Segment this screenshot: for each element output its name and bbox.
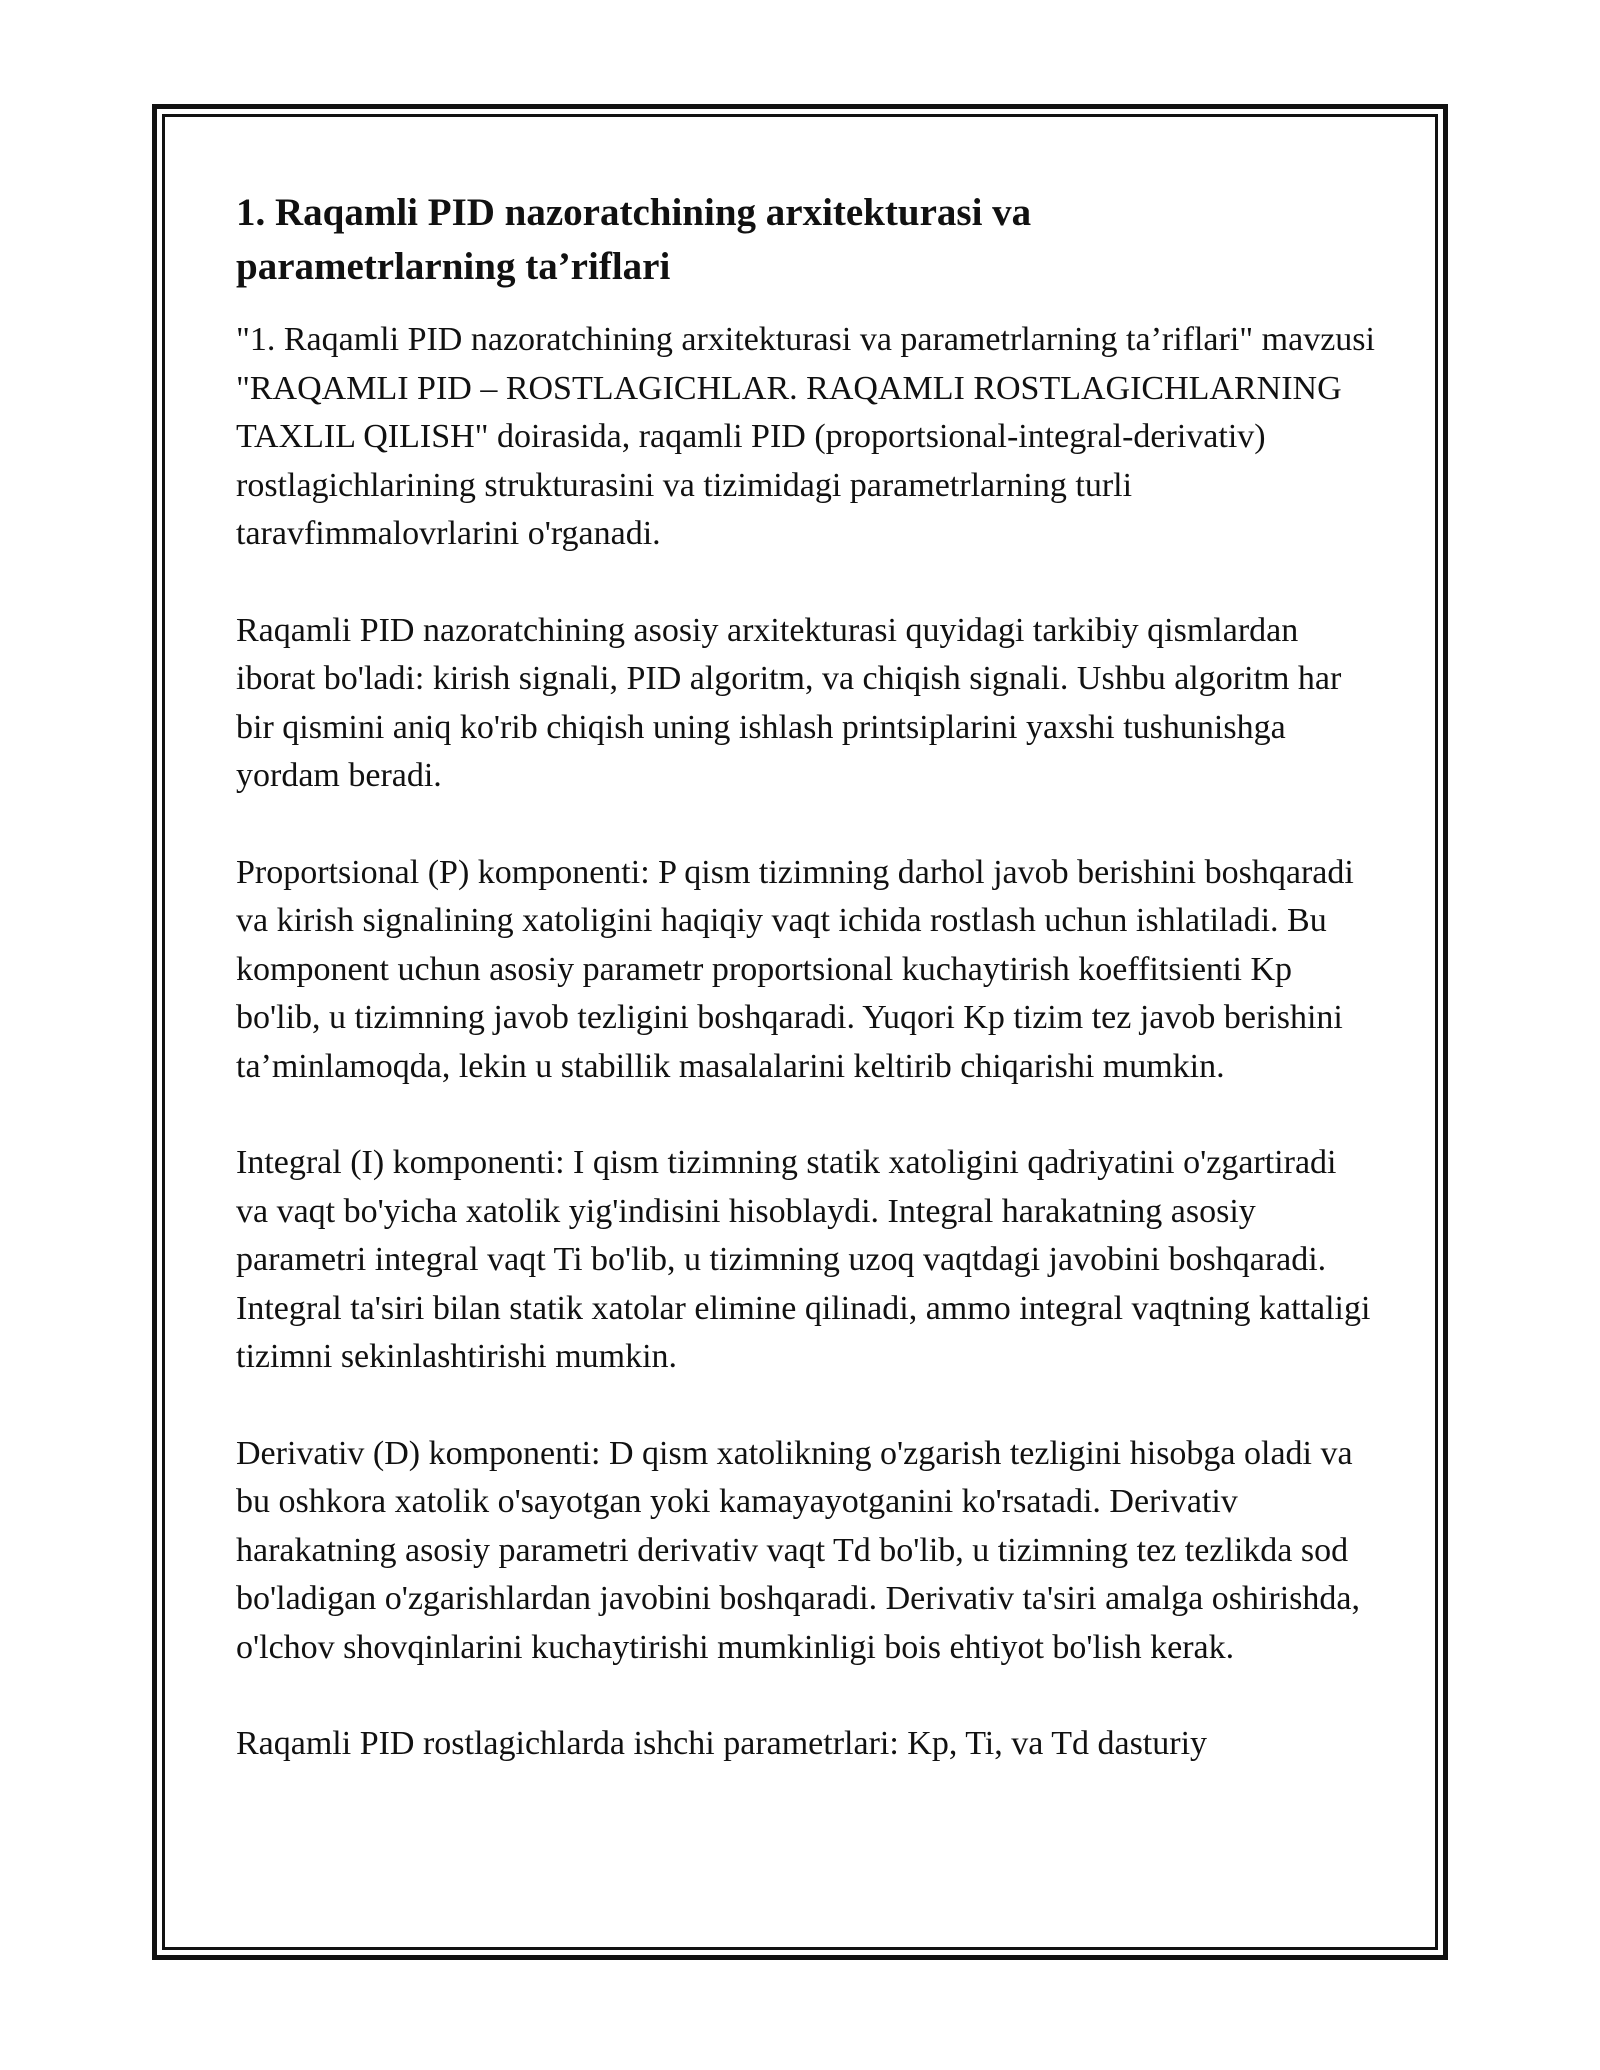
document-body (236, 186, 1376, 1817)
paragraph-derivative: Derivativ (D) komponenti: D qism xatolikning o'zgarish tezligini hisobga oladi va bu oshkora xatolik o'sayotgan yoki kamayayotganini ko'rsatadi. Derivativ harakatning asosiy parametri derivativ vaqt Td bo'lib, u tizimning tez tezlikda sod bo'ladigan o'zgarishlardan javobini boshqaradi. Derivativ ta'siri amalga oshirishda, o'lchov shovqinlarini kuchaytirishi mumkinligi bois ehtiyot bo'lish kerak. (236, 1434, 1361, 1666)
paragraph-integral: Integral (I) komponenti: I qism tizimning statik xatoligini qadriyatini o'zgartiradi va vaqt bo'yicha xatolik yig'indisini hisoblaydi. Integral harakatning asosiy parametri integral vaqt Ti bo'lib, u tizimning uzoq vaqtdagi javobini boshqaradi. Integral ta'siri bilan statik xatolar elimine qilinadi, ammo integral vaqtning kattaligi tizimni sekinlashtirishi mumkin. (236, 1144, 1371, 1375)
paragraph-architecture: Raqamli PID nazoratchining asosiy arxitekturasi quyidagi tarkibiy qismlardan iborat bo'ladi: kirish signali, PID algoritm, va chiqish signali. Ushbu algoritm har bir qismini aniq ko'rib chiqish uning ishlash printsiplarini yaxshi tushunishga yordam beradi. (236, 611, 1342, 794)
section-heading: 1. Raqamli PID nazoratchining arxitekturasi va parametrlarning ta’riflari (236, 191, 1032, 288)
paragraph-parameters: Raqamli PID rostlagichlarda ishchi parametrlari: Kp, Ti, va Td dasturiy (236, 1725, 1208, 1762)
paragraph-proportional: Proportsional (P) komponenti: P qism tizimning darhol javob berishini boshqaradi va kirish signalining xatoligini haqiqiy vaqt ichida rostlash uchun ishlatiladi. Bu komponent uchun asosiy parametr proportsional kuchaytirish koeffitsienti Kp bo'lib, u tizimning javob tezligini boshqaradi. Yuqori Kp tizim tez javob berishini ta’minlamoqda, lekin u stabillik masalalarini keltirib chiqarishi mumkin. (236, 853, 1354, 1085)
paragraph-intro: "1. Raqamli PID nazoratchining arxitekturasi va parametrlarning ta’riflari" mavzusi "RAQAMLI PID – ROSTLAGICHLAR. RAQAMLI ROSTLAGICHLARNING TAXLIL QILISH" doirasida, raqamli PID (proportsional-integral-derivativ) rostlagichlarining strukturasini va tizimidagi parametrlarning turli taravfimmalovrlarini o'rganadi. (236, 321, 1375, 552)
